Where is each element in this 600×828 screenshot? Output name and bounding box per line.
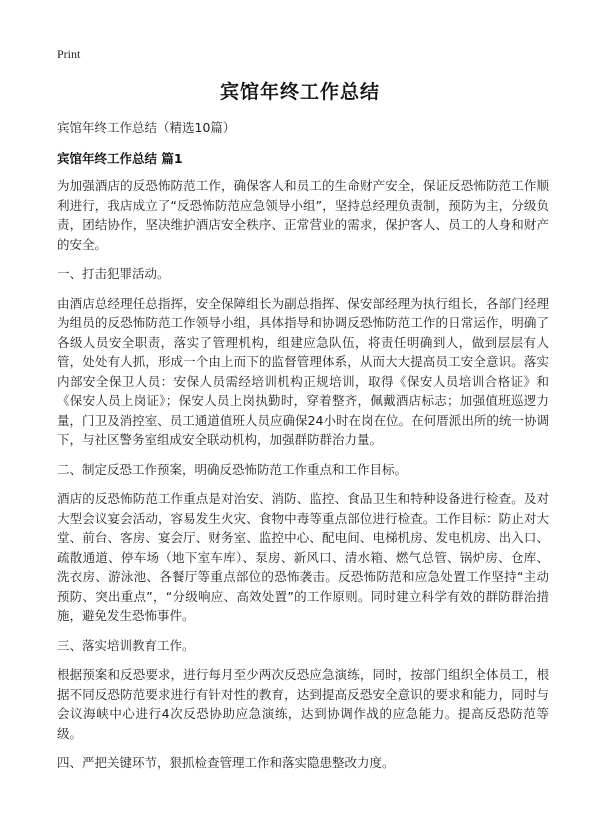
section-1-heading: 一、打击犯罪活动。 <box>57 266 170 281</box>
document-body <box>57 118 549 783</box>
section-2-heading: 二、制定反恐工作预案，明确反恐怖防范工作重点和工作目标。 <box>57 461 408 477</box>
intro-paragraph: 为加强酒店的反恐怖防范工作，确保客人和员工的生命财产安全，保证反恐怖防范工作顺利进行，我店成立了“反恐怖防范应急领导小组”，坚持总经理负责制，预防为主，分级负责，团结协作，坚决维护酒店安全秩序、正常营业的需求，保护客人、员工的人身和财产的安全。 <box>57 178 549 252</box>
document-title: 宾馆年终工作总结 <box>219 81 380 103</box>
section-1-body: 由酒店总经理任总指挥，安全保障组长为副总指挥、保安部经理为执行组长，各部门经理为组员的反恐怖防范工作领导小组，具体指导和协调反恐怖防范工作的日常运作，明确了各级人员安全职责，落实了管理机构，组建应急队伍，将责任明确到人，做到层层有人管，处处有人抓，形成一个由上而下的监督管理体系，从而大大提高员工安全意识。落实内部安全保卫人员：安保人员需经培训机构正规培训，取得《保安人员培训合格证》和《保安人员上岗证》；保安人员上岗执勤时，穿着整齐，佩戴酒店标志；加强值班巡逻力量，门卫及消控室、员工通道值班人员应确保24小时在岗在位。在何厝派出所的统一协调下，与社区警务室组成安全联动机构，加强群防群治力量。 <box>57 295 549 447</box>
section-3-heading: 三、落实培训教育工作。 <box>57 637 195 653</box>
section-2-body: 酒店的反恐怖防范工作重点是对治安、消防、监控、食品卫生和特种设备进行检查。及对大型会议宴会活动，容易发生火灾、食物中毒等重点部位进行检查。工作目标：防止对大堂、前台、客房、宴会厅、财务室、监控中心、配电间、电梯机房、发电机房、出入口、疏散通道、停车场（地下室车库）、泵房、新风口、清水箱、燃气总管、锅炉房、仓库、洗衣房、游泳池、各餐厅等重点部位的恐怖袭击。反恐怖防范和应急处置工作坚持“主动预防、突出重点”，“分级响应、高效处置”的工作原则。同时建立科学有效的群防群治措施，避免发生恐怖事件。 <box>57 491 549 623</box>
section-3-body: 根据预案和反恐要求，进行每月至少两次反恐应急演练，同时，按部门组织全体员工，根据不同反恐防范要求进行有针对性的教育，达到提高反恐安全意识的要求和能力，同时与会议海峡中心进行4次反恐协助应急演练，达到协调作战的应急能力。提高反恐防范等级。 <box>57 667 549 741</box>
section-4-heading: 四、严把关键环节，狠抓检查管理工作和落实隐患整改力度。 <box>57 755 395 770</box>
document-subtitle: 宾馆年终工作总结（精选10篇） <box>57 120 236 135</box>
print-link[interactable]: Print <box>57 47 81 61</box>
part-title: 宾馆年终工作总结 篇1 <box>57 150 183 166</box>
